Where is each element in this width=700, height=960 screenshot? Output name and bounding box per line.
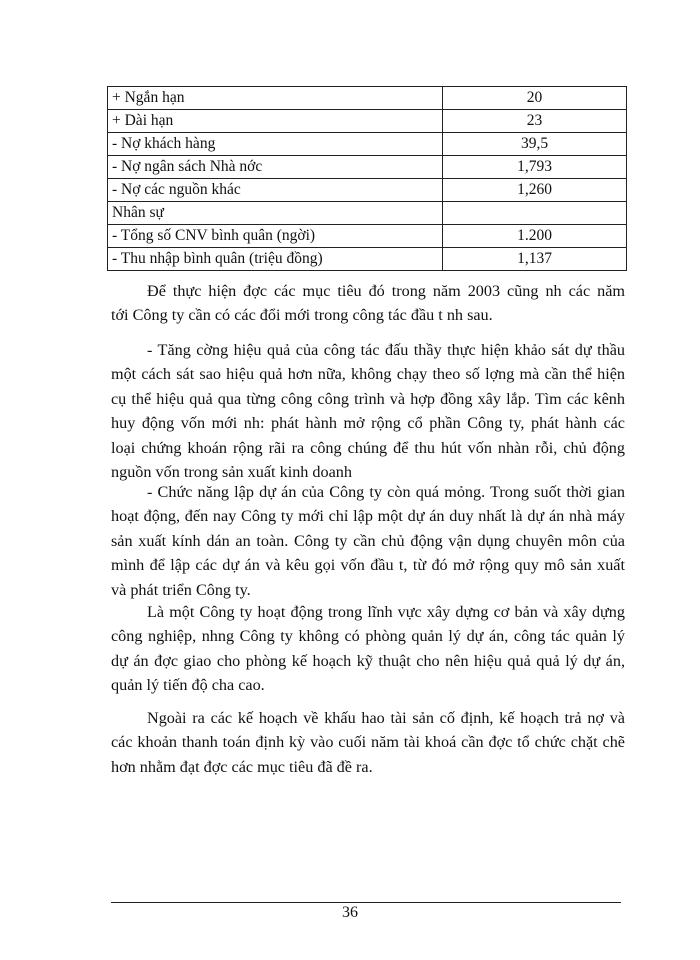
table-cell-label: - Nợ khách hàng xyxy=(108,133,443,156)
paragraph xyxy=(111,338,625,484)
table-cell-label: - Thu nhập bình quân (triệu đồng) xyxy=(108,248,443,271)
table-row xyxy=(108,87,627,110)
table-row xyxy=(108,202,627,225)
table-cell-label: - Nợ các nguồn khác xyxy=(108,179,443,202)
table-cell-value: 1.200 xyxy=(443,225,627,248)
text-line: nguồn vốn trong sản xuất kinh doanh xyxy=(111,463,352,482)
text-line: tới Công ty cần có các đổi mới trong công tác đầu t nh sau. xyxy=(111,306,493,325)
paragraph xyxy=(111,279,625,328)
text-line: cụ thể hiệu quả qua từng công công trình và hợp đồng xây lắp. Tìm các kênh xyxy=(111,389,625,408)
text-line: - Tăng cờng hiệu quả của công tác đấu thầy thực hiện khảo sát dự thầu xyxy=(147,341,625,359)
table-cell-value: 1,137 xyxy=(443,248,627,271)
text-line: một cách sát sao hiệu quả hơn nữa, không chạy theo số lợng mà cần thể hiện xyxy=(111,365,625,384)
table-cell-label: - Nợ ngân sách Nhà nớc xyxy=(108,156,443,179)
table-row xyxy=(108,110,627,133)
page-number: 36 xyxy=(342,904,358,921)
table-cell-label: Nhân sự xyxy=(108,202,443,225)
table-cell-value: 1,260 xyxy=(443,179,627,202)
data-table xyxy=(107,86,627,271)
text-line: các khoản thanh toán định kỳ vào cuối năm tài khoá cần đợc tổ chức chặt chẽ xyxy=(111,733,625,752)
table-cell-label: + Dài hạn xyxy=(108,110,443,133)
table-cell-label: - Tổng số CNV bình quân (ngời) xyxy=(108,225,443,248)
table-cell-value: 20 xyxy=(443,87,627,110)
text-line: Để thực hiện đợc các mục tiêu đó trong năm 2003 cũng nh các năm xyxy=(147,282,625,300)
paragraph xyxy=(111,600,625,698)
text-line: Ngoài ra các kế hoạch về khấu hao tài sản cố định, kế hoạch trả nợ và xyxy=(147,709,625,727)
text-line: và phát triển Công ty. xyxy=(111,580,251,599)
table-row xyxy=(108,248,627,271)
table-row xyxy=(108,179,627,202)
table-cell-value: 23 xyxy=(443,110,627,133)
paragraph xyxy=(111,706,625,779)
table-cell-value: 39,5 xyxy=(443,133,627,156)
text-line: quản lý tiến độ cha cao. xyxy=(111,676,265,695)
table-cell-label: + Ngắn hạn xyxy=(108,87,443,110)
text-line: hơn nhằm đạt đợc các mục tiêu đã đề ra. xyxy=(111,757,373,776)
text-line: - Chức năng lập dự án của Công ty còn quá mỏng. Trong suốt thời gian xyxy=(147,483,625,501)
table-row xyxy=(108,133,627,156)
table-row xyxy=(108,225,627,248)
text-line: Là một Công ty hoạt động trong lĩnh vực xây dựng cơ bản và xây dựng xyxy=(147,603,625,621)
text-line: huy động vốn mới nh: phát hành mở rộng cổ phần Công ty, phát hành các xyxy=(111,414,625,433)
text-line: dự án đợc giao cho phòng kế hoạch kỹ thuật cho nên hiệu quả quả lý dự án, xyxy=(111,651,625,670)
text-line: hoạt động, đến nay Công ty mới chỉ lập một dự án duy nhất là dự án nhà máy xyxy=(111,507,625,526)
footer-divider xyxy=(111,902,621,903)
text-line: sản xuất kính dán an toàn. Công ty cần chủ động vận dụng chuyên môn của xyxy=(111,531,625,550)
paragraph xyxy=(111,480,625,602)
table-cell-value: 1,793 xyxy=(443,156,627,179)
table-row xyxy=(108,156,627,179)
text-line: công nghiệp, nhng Công ty không có phòng quản lý dự án, công tác quản lý xyxy=(111,627,625,646)
text-line: mình để lập các dự án và kêu gọi vốn đầu t, từ đó mở rộng quy mô sản xuất xyxy=(111,556,625,575)
table-cell-value xyxy=(443,202,627,225)
text-line: loại chứng khoán rộng rãi ra công chúng để thu hút vốn nhàn rỗi, chủ động xyxy=(111,438,625,457)
